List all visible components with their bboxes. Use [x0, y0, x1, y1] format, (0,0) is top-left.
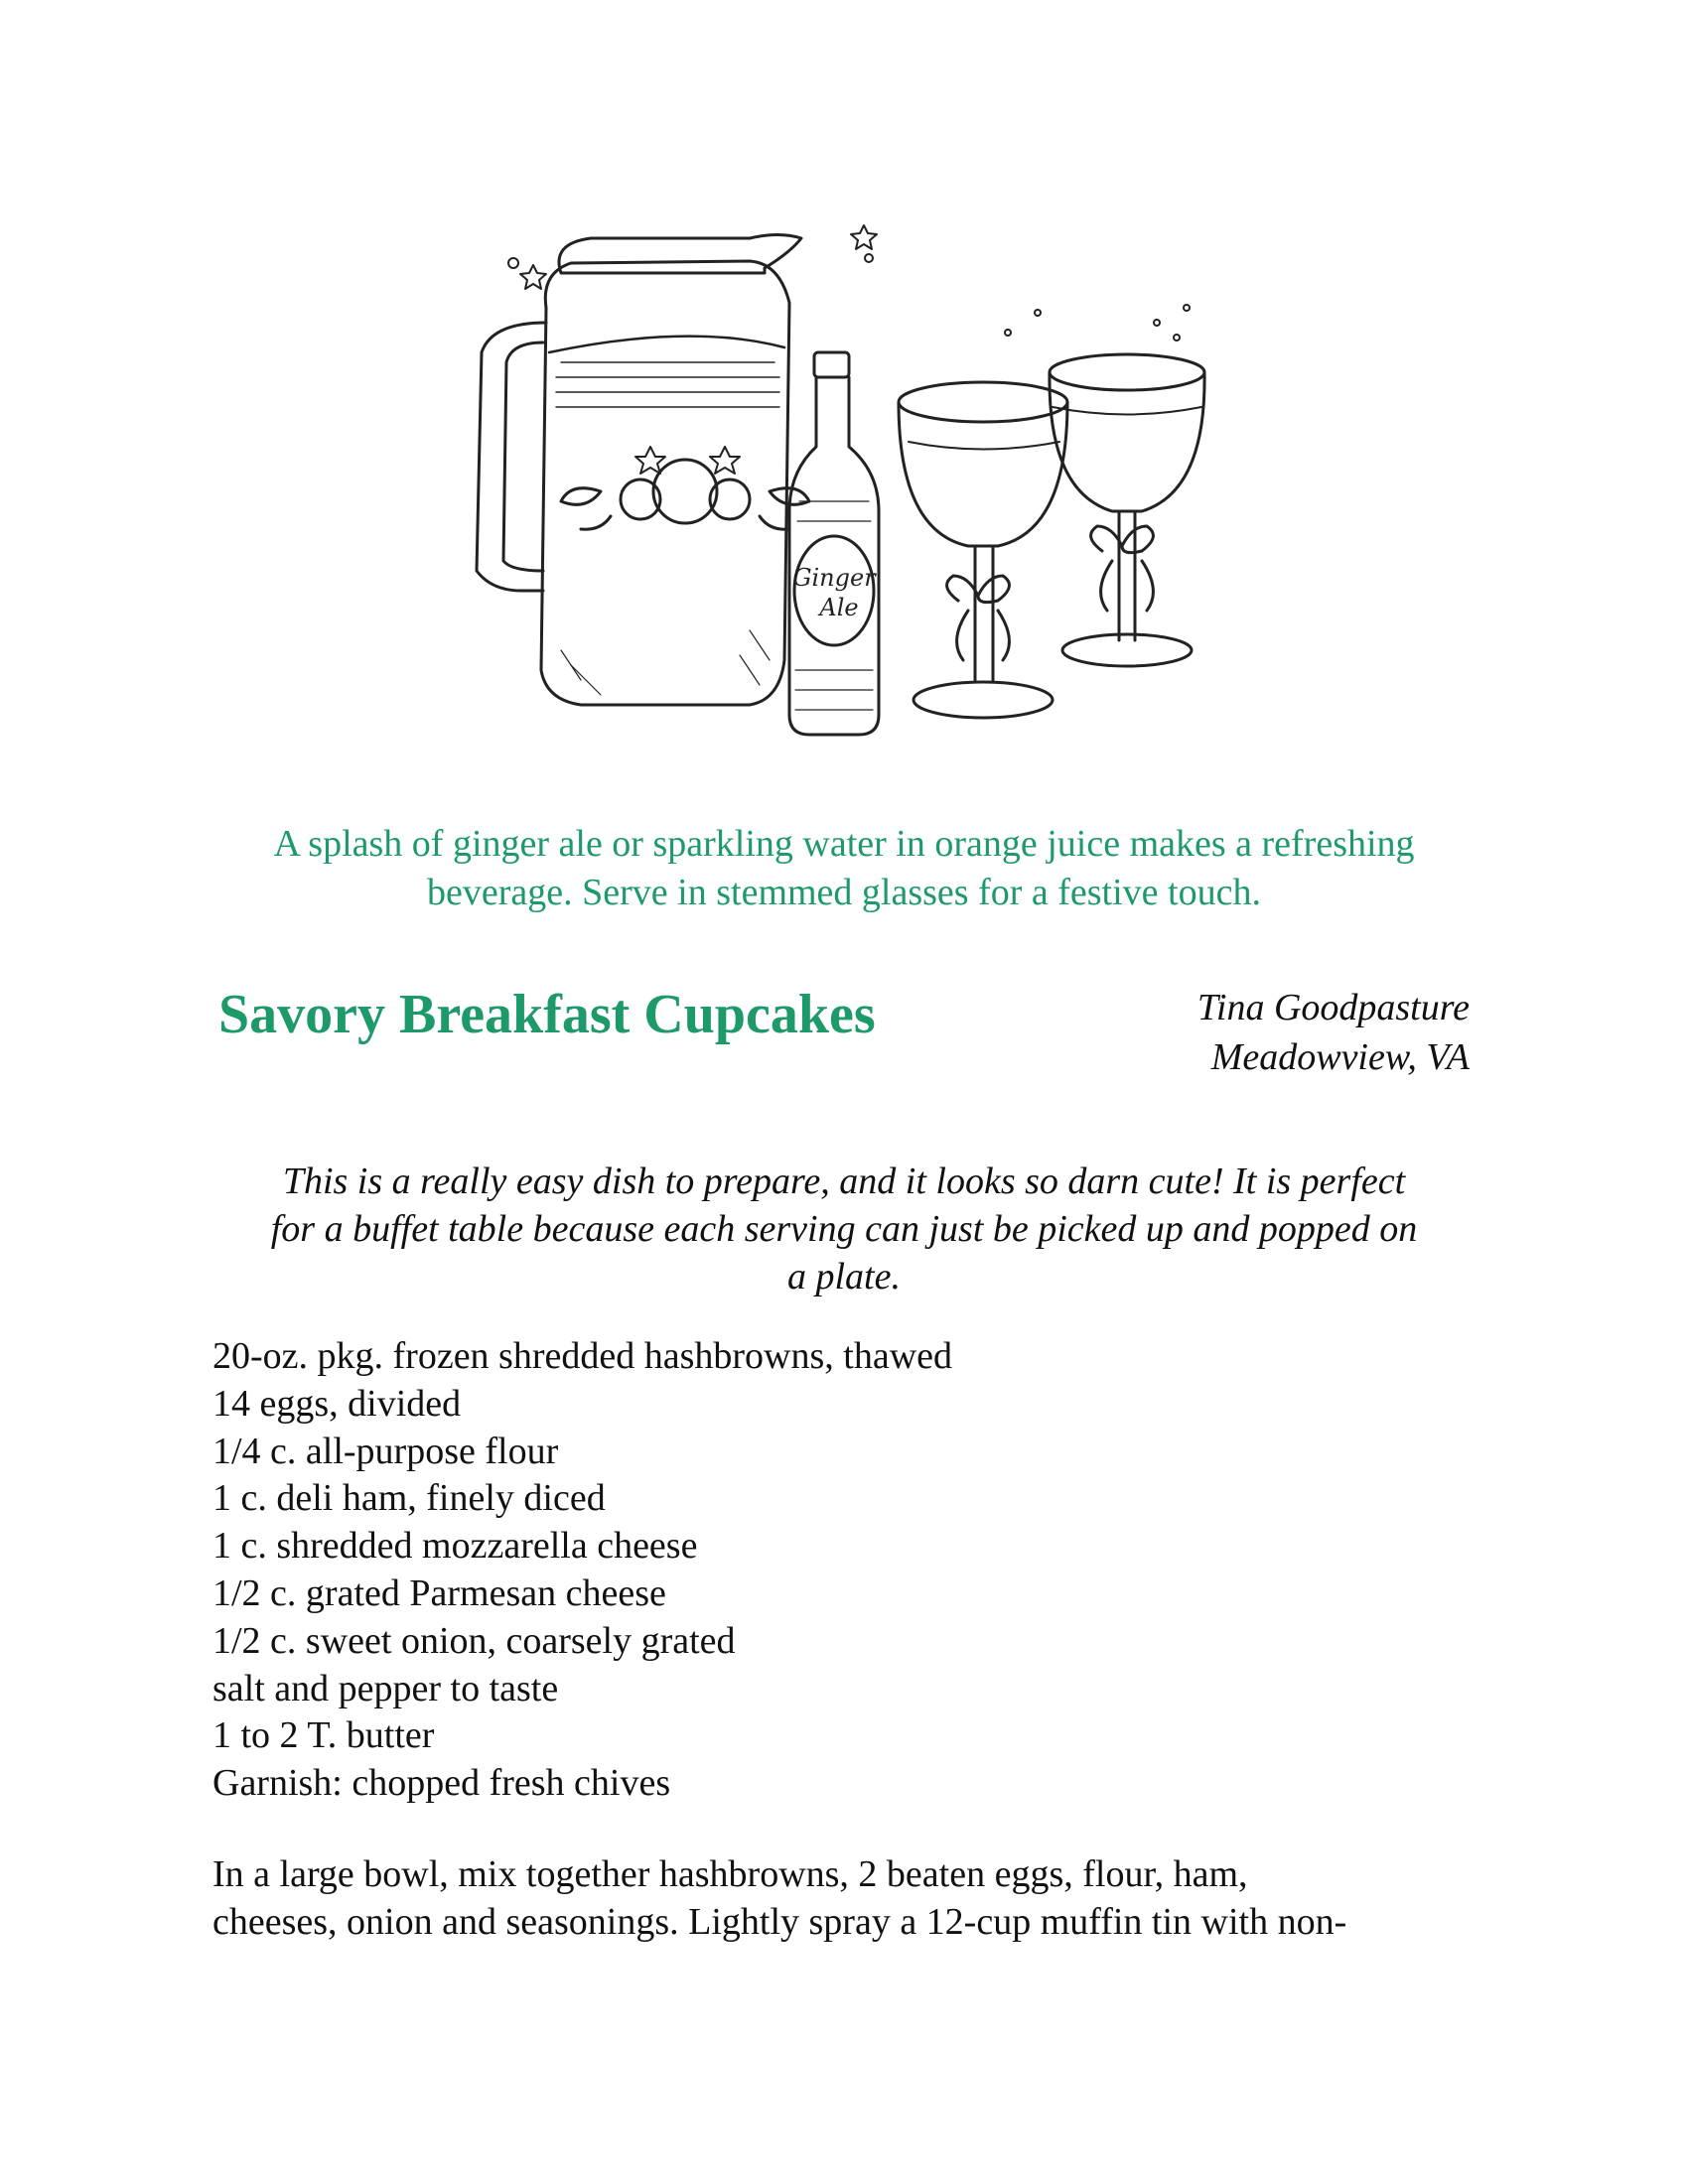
recipe-title: Savory Breakfast Cupcakes — [218, 984, 876, 1045]
beverage-tip — [199, 820, 1489, 917]
directions-line-1: In a large bowl, mix together hashbrowns, 2 beaten eggs, flour, ham, — [212, 1853, 1248, 1895]
ingredient-item: 1 to 2 T. butter — [212, 1714, 435, 1757]
sparkles-decoration — [508, 225, 1190, 341]
front-glass-drawing — [899, 382, 1067, 718]
bottle-label-line2: Ale — [819, 594, 859, 621]
recipe-intro-line-3: a plate. — [787, 1256, 901, 1297]
ingredient-item: 1/2 c. sweet onion, coarsely grated — [212, 1619, 736, 1662]
recipe-intro — [199, 1158, 1489, 1300]
ginger-ale-bottle-drawing — [789, 352, 879, 735]
ingredient-item: 20-oz. pkg. frozen shredded hashbrowns, thawed — [212, 1335, 953, 1377]
pitcher-drawing — [477, 235, 809, 706]
ingredient-item: 1/2 c. grated Parmesan cheese — [212, 1571, 666, 1614]
recipe-author — [1197, 983, 1470, 1082]
recipe-directions — [212, 1850, 1493, 1946]
recipe-intro-line-1: This is a really easy dish to prepare, and it looks so darn cute! It is perfect — [282, 1160, 1406, 1202]
ingredient-item: 1 c. shredded mozzarella cheese — [212, 1525, 698, 1568]
beverage-tip-line-2: beverage. Serve in stemmed glasses for a festive touch. — [427, 872, 1261, 913]
ingredient-item: Garnish: chopped fresh chives — [212, 1762, 671, 1805]
back-glass-drawing — [1050, 354, 1204, 666]
ingredient-item: 1 c. deli ham, finely diced — [212, 1477, 606, 1520]
ingredient-item: salt and pepper to taste — [212, 1667, 559, 1709]
recipe-intro-line-2: for a buffet table because each serving can just be picked up and popped on — [270, 1208, 1418, 1250]
ingredient-item: 1/4 c. all-purpose flour — [212, 1430, 559, 1472]
beverage-tip-line-1: A splash of ginger ale or sparkling water in orange juice makes a refreshing — [273, 823, 1415, 865]
author-name: Tina Goodpasture — [1196, 987, 1470, 1028]
author-location: Meadowview, VA — [1210, 1036, 1470, 1078]
bottle-label-line1: Ginger — [792, 564, 876, 592]
beverage-illustration — [452, 213, 1226, 754]
ingredient-list — [212, 1333, 952, 1808]
ingredient-item: 14 eggs, divided — [212, 1382, 462, 1425]
directions-line-2: cheeses, onion and seasonings. Lightly spray a 12-cup muffin tin with non- — [212, 1901, 1347, 1943]
